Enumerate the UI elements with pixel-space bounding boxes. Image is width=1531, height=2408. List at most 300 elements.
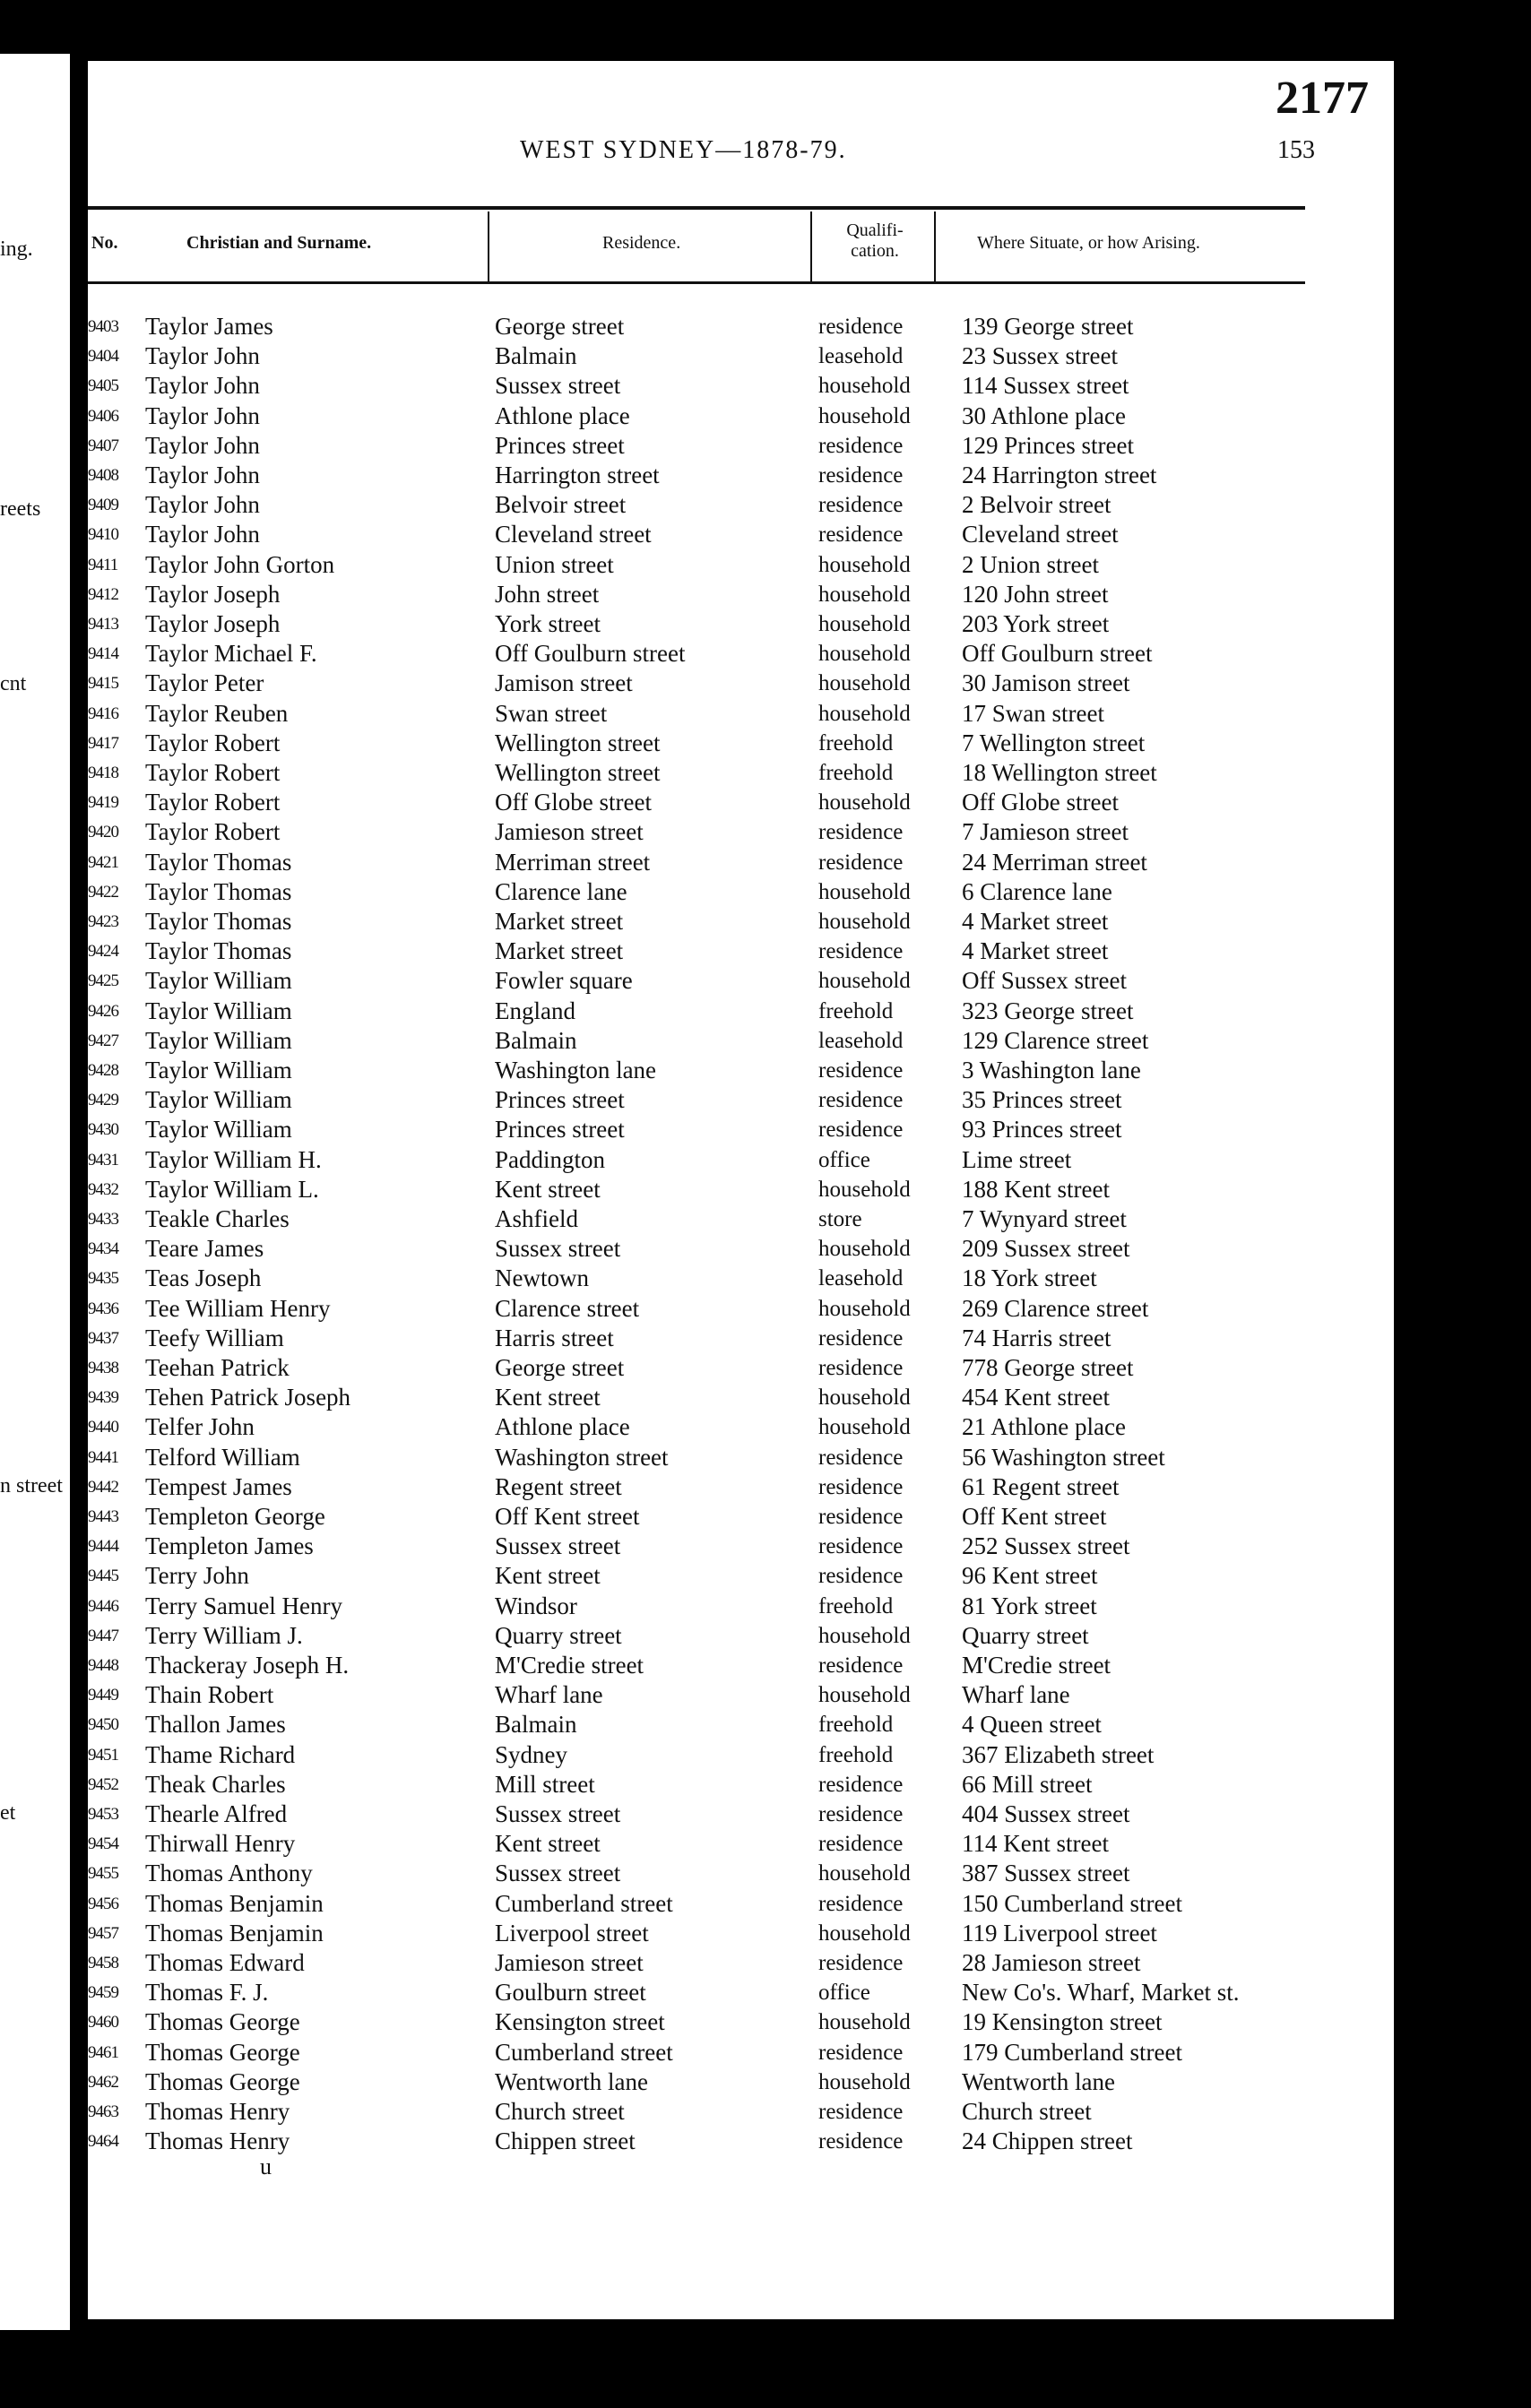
residence: Goulburn street (495, 1979, 646, 2007)
elector-name: Taylor William (145, 967, 292, 995)
residence: Sussex street (495, 1860, 621, 1887)
entry-number: 9433 (88, 1210, 118, 1229)
where-situate: 4 Market street (962, 937, 1109, 965)
elector-name: Taylor Michael F. (145, 640, 317, 668)
where-situate: Quarry street (962, 1621, 1089, 1649)
table-row (88, 1592, 1343, 1621)
residence: Belvoir street (495, 491, 627, 519)
table-row (88, 817, 1343, 847)
where-situate: 129 Princes street (962, 431, 1134, 459)
elector-name: Taylor Robert (145, 818, 281, 846)
elector-name: Templeton George (145, 1503, 325, 1530)
elector-name: Taylor Robert (145, 759, 281, 786)
entry-number: 9427 (88, 1031, 118, 1050)
residence: Balmain (495, 1026, 577, 1054)
qualification: residence (818, 1325, 904, 1351)
table-row (88, 1085, 1343, 1115)
qualification: household (818, 1415, 911, 1440)
column-divider (810, 211, 812, 283)
qualification: household (818, 403, 911, 428)
where-situate: 2 Union street (962, 550, 1099, 578)
table-row (88, 1889, 1343, 1919)
footnote-mark: u (260, 2153, 272, 2179)
elector-name: Taylor John (145, 372, 260, 400)
residence: Market street (495, 908, 624, 935)
qualification: residence (818, 2100, 904, 2124)
residence: Windsor (495, 1592, 577, 1619)
qualification: residence (818, 315, 904, 339)
table-row (88, 609, 1343, 639)
entry-number: 9438 (88, 1359, 118, 1377)
qualification: residence (818, 493, 904, 518)
entry-number: 9414 (88, 644, 118, 664)
elector-name: Taylor Thomas (145, 877, 292, 905)
table-row (88, 1264, 1343, 1293)
table-row (88, 877, 1343, 907)
table-row (88, 936, 1343, 966)
column-header-residence: Residence. (602, 233, 681, 253)
margin-fragment: n street (0, 1474, 63, 1497)
where-situate: 30 Athlone place (962, 401, 1126, 429)
entry-number: 9403 (88, 317, 118, 336)
where-situate: 269 Clarence street (962, 1294, 1149, 1322)
residence: Kent street (495, 1175, 601, 1203)
entry-number: 9447 (88, 1626, 118, 1645)
where-situate: 179 Cumberland street (962, 2038, 1182, 2066)
qualification: household (818, 1683, 911, 1708)
qualification: residence (818, 850, 904, 875)
entry-number: 9460 (88, 2013, 118, 2033)
where-situate: 24 Harrington street (962, 462, 1157, 488)
elector-name: Taylor James (145, 313, 273, 340)
residence: England (495, 997, 575, 1024)
where-situate: 24 Merriman street (962, 848, 1147, 876)
where-situate: 150 Cumberland street (962, 1889, 1182, 1917)
elector-name: Taylor Thomas (145, 908, 292, 935)
table-row (88, 580, 1343, 609)
residence: Wentworth lane (495, 2067, 649, 2095)
elector-name: Tee William Henry (145, 1294, 331, 1322)
table-row (88, 341, 1343, 371)
elector-name: Taylor John (145, 401, 260, 429)
qualification: leasehold (818, 344, 904, 369)
elector-name: Thomas F. J. (145, 1979, 269, 2007)
where-situate: 96 Kent street (962, 1562, 1098, 1590)
elector-name: Taylor William (145, 1057, 292, 1083)
table-row (88, 1740, 1343, 1770)
qualification: residence (818, 939, 904, 964)
elector-name: Thallon James (145, 1711, 286, 1739)
table-row (88, 1324, 1343, 1353)
where-situate: 367 Elizabeth street (962, 1740, 1155, 1768)
qualification: residence (818, 1505, 904, 1529)
margin-fragment: reets (0, 497, 41, 521)
table-row (88, 1115, 1343, 1144)
table-row (88, 550, 1343, 580)
previous-page-margin (0, 54, 70, 2330)
residence: Off Goulburn street (495, 640, 686, 668)
qualification: household (818, 642, 911, 667)
where-situate: 3 Washington lane (962, 1057, 1141, 1083)
elector-name: Taylor John (145, 431, 260, 459)
residence: Ashfield (495, 1205, 578, 1232)
residence: Jamieson street (495, 818, 644, 846)
entry-number: 9416 (88, 703, 118, 723)
residence: Clarence lane (495, 877, 627, 905)
table-row (88, 2097, 1343, 2127)
table-row (88, 2038, 1343, 2067)
elector-name: Taylor Robert (145, 729, 281, 756)
where-situate: 66 Mill street (962, 1770, 1093, 1798)
elector-name: Teas Joseph (145, 1264, 262, 1292)
qualification: household (818, 2010, 911, 2035)
table-row (88, 758, 1343, 788)
entry-number: 9415 (88, 674, 118, 694)
table-row (88, 1502, 1343, 1532)
residence: Sussex street (495, 1532, 621, 1560)
entry-number: 9428 (88, 1061, 118, 1080)
residence: George street (495, 313, 625, 340)
qualification: residence (818, 1802, 904, 1826)
qualification: household (818, 969, 911, 994)
elector-name: Thomas Anthony (145, 1860, 313, 1887)
residence: Newtown (495, 1264, 589, 1292)
header-rule (88, 281, 1305, 284)
qualification: office (818, 1147, 870, 1172)
qualification: household (818, 1237, 911, 1262)
where-situate: 114 Kent street (962, 1830, 1109, 1858)
where-situate: Off Sussex street (962, 967, 1127, 995)
where-situate: 387 Sussex street (962, 1860, 1130, 1887)
table-row (88, 788, 1343, 817)
elector-name: Thomas Henry (145, 2127, 290, 2155)
elector-name: Telfer John (145, 1413, 255, 1441)
where-situate: 7 Jamieson street (962, 818, 1129, 846)
table-row (88, 1651, 1343, 1680)
where-situate: 23 Sussex street (962, 342, 1118, 370)
qualification: residence (818, 1534, 904, 1559)
residence: Merriman street (495, 848, 651, 876)
margin-fragment: et (0, 1801, 16, 1825)
qualification: household (818, 1296, 911, 1321)
where-situate: 30 Jamison street (962, 669, 1130, 697)
qualification: freehold (818, 761, 894, 785)
elector-name: Templeton James (145, 1532, 314, 1560)
where-situate: 7 Wellington street (962, 729, 1146, 756)
elector-name: Taylor William (145, 1086, 292, 1114)
qualification: household (818, 790, 911, 816)
where-situate: 114 Sussex street (962, 372, 1129, 400)
residence: Kent street (495, 1562, 601, 1590)
where-situate: 19 Kensington street (962, 2008, 1163, 2036)
entry-number: 9419 (88, 793, 118, 813)
table-row (88, 1710, 1343, 1739)
table-row (88, 639, 1343, 669)
where-situate: 17 Swan street (962, 699, 1104, 727)
entry-number: 9453 (88, 1805, 118, 1824)
elector-name: Thomas Edward (145, 1949, 305, 1976)
qualification: household (818, 612, 911, 636)
entry-number: 9430 (88, 1120, 118, 1140)
table-row (88, 1919, 1343, 1948)
table-row (88, 1056, 1343, 1085)
residence: Cumberland street (495, 2038, 673, 2066)
elector-name: Teefy William (145, 1324, 284, 1351)
where-situate: New Co's. Wharf, Market st. (962, 1979, 1240, 2007)
where-situate: 778 George street (962, 1354, 1134, 1381)
elector-name: Telford William (145, 1443, 300, 1471)
residence: Balmain (495, 1711, 577, 1739)
where-situate: 21 Athlone place (962, 1413, 1126, 1441)
column-divider (934, 211, 936, 283)
elector-name: Thomas George (145, 2067, 300, 2095)
residence: John street (495, 580, 600, 608)
elector-name: Thackeray Joseph H. (145, 1652, 350, 1679)
residence: Washington street (495, 1443, 669, 1471)
elector-name: Thomas Henry (145, 2098, 290, 2125)
column-divider (488, 211, 489, 283)
entry-number: 9420 (88, 823, 118, 842)
column-header-no: No. (91, 233, 118, 253)
where-situate: Cleveland street (962, 521, 1119, 548)
where-situate: Wentworth lane (962, 2067, 1116, 2095)
entry-number: 9459 (88, 1983, 118, 2003)
residence: Kent street (495, 1384, 601, 1411)
qualification: household (818, 582, 911, 607)
elector-name: Theak Charles (145, 1770, 286, 1798)
entry-number: 9422 (88, 882, 118, 902)
table-row (88, 1145, 1343, 1175)
residence: Cumberland street (495, 1889, 673, 1917)
table-row (88, 2067, 1343, 2097)
elector-name: Taylor John (145, 521, 260, 548)
entry-number: 9464 (88, 2132, 118, 2152)
entry-number: 9458 (88, 1954, 118, 1972)
residence: Princes street (495, 1086, 625, 1114)
residence: Jamison street (495, 669, 633, 697)
qualification: freehold (818, 1713, 894, 1738)
elector-name: Teare James (145, 1235, 264, 1263)
entry-number: 9444 (88, 1537, 118, 1557)
residence: Wellington street (495, 759, 661, 786)
residence: Quarry street (495, 1621, 622, 1649)
table-row (88, 1443, 1343, 1472)
elector-name: Thomas George (145, 2008, 300, 2036)
column-header-where: Where Situate, or how Arising. (977, 233, 1200, 253)
residence: York street (495, 610, 601, 637)
table-row (88, 1175, 1343, 1204)
where-situate: 203 York street (962, 610, 1110, 637)
column-header-qualification: Qualifi-cation. (846, 220, 904, 261)
elector-name: Thomas Benjamin (145, 1919, 324, 1946)
qualification: residence (818, 1445, 904, 1470)
table-row (88, 997, 1343, 1026)
where-situate: 119 Liverpool street (962, 1919, 1157, 1946)
table-row (88, 1621, 1343, 1651)
elector-name: Tempest James (145, 1472, 292, 1500)
table-row (88, 1770, 1343, 1800)
entry-number: 9450 (88, 1715, 118, 1735)
elector-name: Thirwall Henry (145, 1830, 296, 1858)
table-row (88, 907, 1343, 936)
qualification: residence (818, 1088, 904, 1113)
page-number: 153 (1277, 136, 1315, 164)
entry-number: 9457 (88, 1923, 118, 1943)
entry-number: 9431 (88, 1150, 118, 1169)
residence: Kent street (495, 1830, 601, 1858)
residence: Athlone place (495, 1413, 630, 1441)
table-row (88, 431, 1343, 461)
where-situate: 120 John street (962, 580, 1109, 608)
where-situate: Off Kent street (962, 1503, 1107, 1530)
table-row (88, 1412, 1343, 1442)
table-row (88, 1383, 1343, 1412)
entry-number: 9456 (88, 1894, 118, 1913)
entry-number: 9418 (88, 764, 118, 782)
where-situate: 74 Harris street (962, 1324, 1111, 1351)
elector-name: Teehan Patrick (145, 1354, 290, 1381)
elector-name: Taylor William (145, 1116, 292, 1144)
residence: Church street (495, 2098, 625, 2125)
residence: Wellington street (495, 729, 661, 756)
where-situate: 252 Sussex street (962, 1532, 1130, 1560)
residence: Fowler square (495, 967, 633, 995)
entry-number: 9407 (88, 436, 118, 455)
qualification: residence (818, 1951, 904, 1975)
entry-number: 9423 (88, 912, 118, 931)
where-situate: 209 Sussex street (962, 1235, 1130, 1263)
entry-number: 9424 (88, 942, 118, 962)
entry-number: 9421 (88, 852, 118, 872)
qualification: household (818, 879, 911, 904)
elector-name: Taylor Thomas (145, 848, 292, 876)
where-situate: Lime street (962, 1145, 1072, 1173)
qualification: freehold (818, 1593, 894, 1618)
qualification: freehold (818, 998, 894, 1023)
where-situate: 4 Market street (962, 908, 1109, 935)
where-situate: 7 Wynyard street (962, 1205, 1127, 1232)
table-row (88, 490, 1343, 520)
where-situate: Off Globe street (962, 789, 1119, 816)
qualification: residence (818, 1474, 904, 1499)
margin-fragment: ing. (0, 237, 33, 261)
table-row (88, 729, 1343, 758)
entry-number: 9440 (88, 1418, 118, 1437)
entry-number: 9410 (88, 525, 118, 545)
qualification: residence (818, 1653, 904, 1678)
qualification: household (818, 552, 911, 577)
residence: Union street (495, 550, 614, 578)
where-situate: 188 Kent street (962, 1175, 1110, 1203)
residence: Harris street (495, 1324, 614, 1351)
entry-number: 9439 (88, 1388, 118, 1408)
entry-number: 9455 (88, 1864, 118, 1884)
elector-name: Thearle Alfred (145, 1800, 288, 1827)
elector-name: Taylor Peter (145, 669, 264, 697)
entry-number: 9462 (88, 2072, 118, 2092)
where-situate: 18 Wellington street (962, 759, 1157, 786)
residence: Regent street (495, 1472, 622, 1500)
qualification: household (818, 1861, 911, 1886)
qualification: household (818, 1177, 911, 1202)
table-row (88, 2007, 1343, 2037)
entry-number: 9441 (88, 1447, 118, 1467)
elector-name: Taylor John Gorton (145, 550, 335, 578)
entry-number: 9451 (88, 1745, 118, 1765)
where-situate: 2 Belvoir street (962, 491, 1111, 519)
entry-number: 9412 (88, 584, 118, 604)
residence: Sussex street (495, 1235, 621, 1263)
residence: Wharf lane (495, 1681, 603, 1709)
where-situate: Wharf lane (962, 1681, 1070, 1709)
entry-number: 9408 (88, 466, 118, 485)
qualification: freehold (818, 730, 894, 755)
where-situate: Church street (962, 2098, 1092, 2125)
table-row (88, 520, 1343, 549)
entry-number: 9445 (88, 1566, 118, 1586)
entry-number: 9463 (88, 2102, 118, 2121)
column-header-name: Christian and Surname. (186, 233, 372, 253)
residence: Off Globe street (495, 789, 652, 816)
where-situate: 404 Sussex street (962, 1800, 1130, 1827)
table-row (88, 1800, 1343, 1829)
entry-number: 9449 (88, 1686, 118, 1705)
elector-name: Taylor William L. (145, 1175, 319, 1203)
where-situate: 6 Clarence lane (962, 877, 1112, 905)
margin-fragment: cnt (0, 672, 27, 695)
qualification: household (818, 910, 911, 934)
top-rule (88, 206, 1305, 210)
table-row (88, 1026, 1343, 1056)
entry-number: 9404 (88, 347, 118, 367)
residence: Princes street (495, 1116, 625, 1144)
entry-number: 9454 (88, 1834, 118, 1854)
residence: Sydney (495, 1740, 567, 1768)
elector-name: Taylor John (145, 342, 260, 370)
entry-number: 9448 (88, 1656, 118, 1675)
elector-name: Taylor Robert (145, 789, 281, 816)
stamp-number: 2177 (1276, 73, 1369, 124)
elector-name: Thain Robert (145, 1681, 274, 1709)
residence: Paddington (495, 1145, 606, 1173)
entry-number: 9425 (88, 971, 118, 991)
qualification: household (818, 374, 911, 399)
residence: Washington lane (495, 1057, 657, 1083)
qualification: residence (818, 1058, 904, 1083)
qualification: residence (818, 1356, 904, 1380)
where-situate: 139 George street (962, 313, 1134, 340)
where-situate: 35 Princes street (962, 1086, 1122, 1114)
entry-number: 9405 (88, 376, 118, 396)
where-situate: 28 Jamieson street (962, 1949, 1141, 1976)
residence: Chippen street (495, 2127, 636, 2155)
table-row (88, 1204, 1343, 1234)
elector-name: Terry John (145, 1562, 249, 1590)
elector-name: Taylor William H. (145, 1145, 322, 1173)
where-situate: 323 George street (962, 997, 1134, 1024)
qualification: residence (818, 1772, 904, 1797)
table-row (88, 669, 1343, 698)
entry-number: 9436 (88, 1299, 118, 1318)
where-situate: 93 Princes street (962, 1116, 1122, 1144)
elector-name: Teakle Charles (145, 1205, 290, 1232)
entry-number: 9432 (88, 1179, 118, 1199)
entry-number: 9406 (88, 406, 118, 426)
qualification: freehold (818, 1742, 894, 1767)
elector-name: Taylor John (145, 462, 260, 488)
elector-name: Taylor William (145, 1026, 292, 1054)
residence: George street (495, 1354, 625, 1381)
